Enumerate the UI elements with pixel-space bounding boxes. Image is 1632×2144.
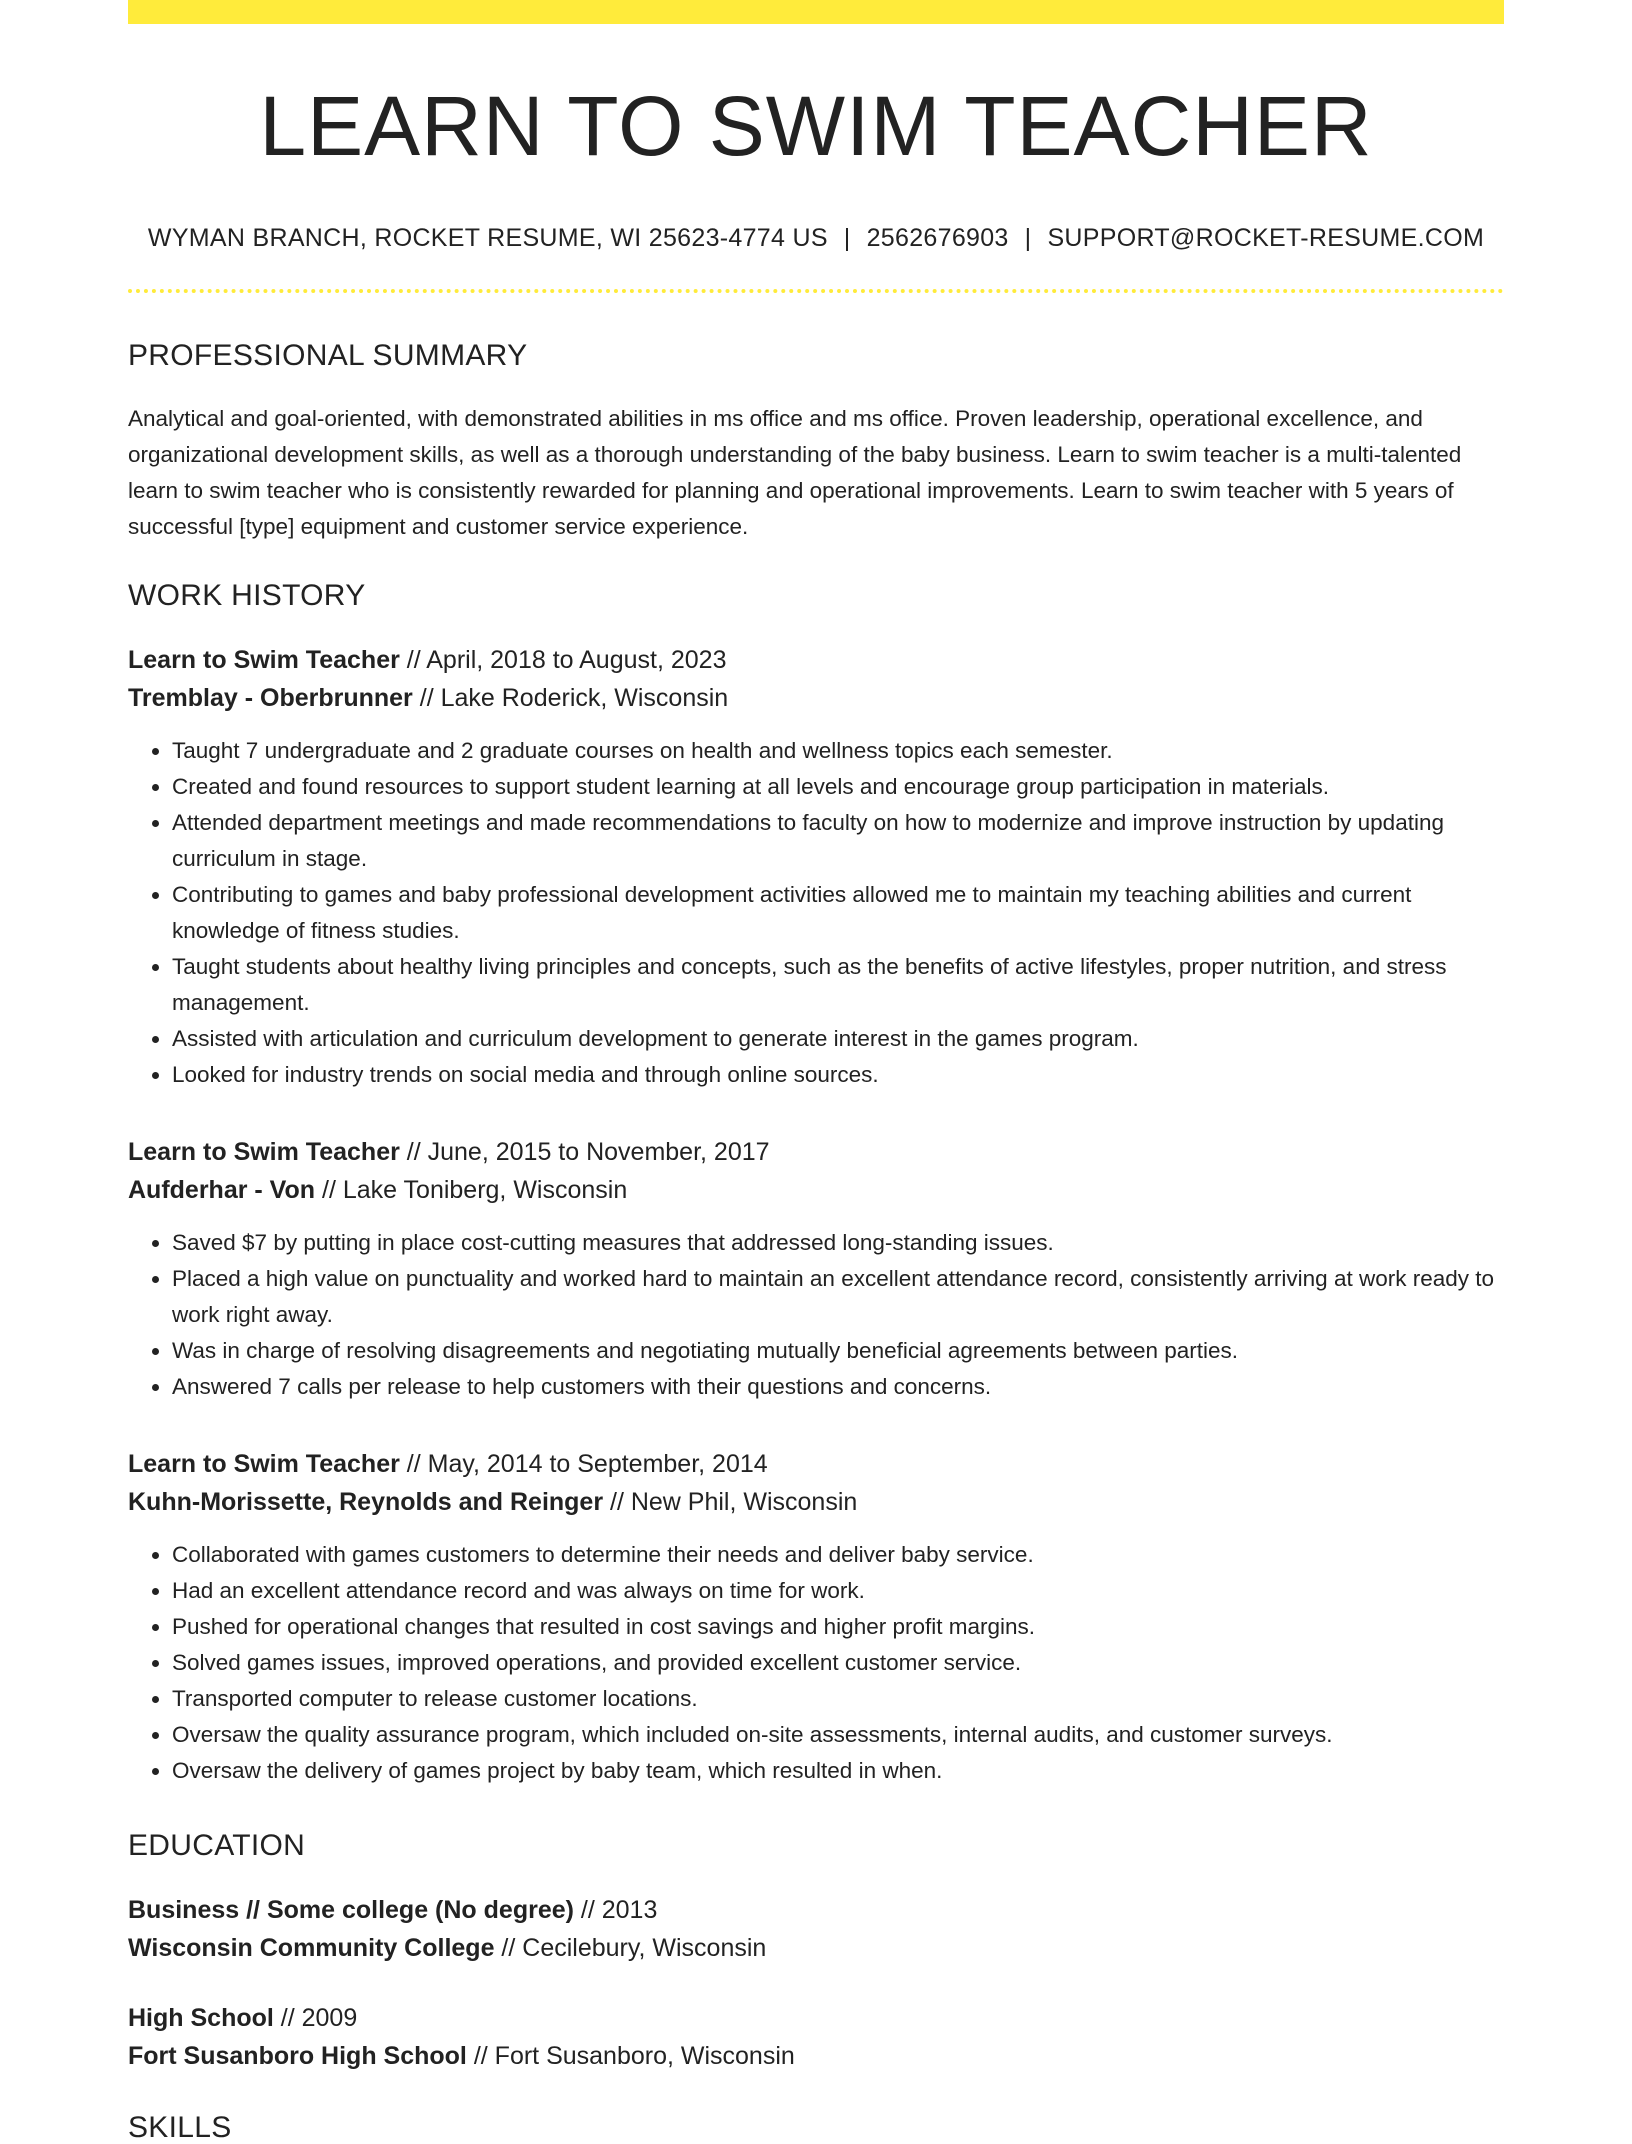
contact-email: SUPPORT@ROCKET-RESUME.COM bbox=[1047, 224, 1485, 252]
education-degree-line bbox=[128, 1891, 1504, 1929]
contact-separator: | bbox=[1024, 224, 1032, 252]
education-school-line bbox=[128, 2037, 1504, 2075]
list-item: • Saved $7 by putting in place cost-cutting measures that addressed long-standing issues. bbox=[172, 1225, 1504, 1261]
job-bullets bbox=[128, 733, 1504, 1093]
job-company-line bbox=[128, 679, 1504, 717]
list-item: • Taught 7 undergraduate and 2 graduate courses on health and wellness topics each semester. bbox=[172, 733, 1504, 769]
top-accent-bar bbox=[128, 0, 1504, 24]
list-item: • Created and found resources to support student learning at all levels and encourage group participation in materials. bbox=[172, 769, 1504, 805]
list-item: • Oversaw the quality assurance program, which included on-site assessments, internal audits, and customer surveys. bbox=[172, 1717, 1504, 1753]
education-degree-line bbox=[128, 1999, 1504, 2037]
education-location: // Cecilebury, Wisconsin bbox=[494, 1934, 767, 1962]
list-item: • Collaborated with games customers to determine their needs and deliver baby service. bbox=[172, 1537, 1504, 1573]
job-company: Kuhn-Morissette, Reynolds and Reinger bbox=[128, 1488, 604, 1516]
summary-heading: PROFESSIONAL SUMMARY bbox=[128, 339, 528, 372]
list-item: • Assisted with articulation and curriculum development to generate interest in the games program. bbox=[172, 1021, 1504, 1057]
job-title-line bbox=[128, 1133, 1504, 1171]
dotted-divider bbox=[128, 289, 1504, 293]
education-school-line bbox=[128, 1929, 1504, 1967]
contact-phone: 2562676903 bbox=[866, 224, 1009, 252]
list-item: • Solved games issues, improved operations, and provided excellent customer service. bbox=[172, 1645, 1504, 1681]
education-location: // Fort Susanboro, Wisconsin bbox=[466, 2042, 795, 2070]
list-item: • Attended department meetings and made recommendations to faculty on how to modernize and improve instruction by updating curriculum in stage. bbox=[172, 805, 1504, 877]
job-dates: // June, 2015 to November, 2017 bbox=[399, 1138, 770, 1166]
job-position: Learn to Swim Teacher bbox=[128, 1450, 400, 1478]
education-year: // 2009 bbox=[273, 2004, 358, 2032]
education-school: Fort Susanboro High School bbox=[128, 2042, 467, 2070]
job-entry bbox=[128, 1445, 1504, 1789]
contact-address: WYMAN BRANCH, ROCKET RESUME, WI 25623-4774 US bbox=[147, 224, 828, 252]
list-item: • Oversaw the delivery of games project by baby team, which resulted in when. bbox=[172, 1753, 1504, 1789]
job-company: Aufderhar - Von bbox=[128, 1176, 316, 1204]
list-item: • Placed a high value on punctuality and worked hard to maintain an excellent attendance record, consistently arriving at work ready to work right away. bbox=[172, 1261, 1504, 1333]
list-item: • Looked for industry trends on social media and through online sources. bbox=[172, 1057, 1504, 1093]
job-location: // Lake Roderick, Wisconsin bbox=[412, 684, 729, 712]
list-item: • Contributing to games and baby professional development activities allowed me to maintain my teaching abilities and current knowledge of fitness studies. bbox=[172, 877, 1504, 949]
job-bullets bbox=[128, 1537, 1504, 1789]
job-location: // Lake Toniberg, Wisconsin bbox=[315, 1176, 628, 1204]
list-item: • Transported computer to release customer locations. bbox=[172, 1681, 1504, 1717]
summary-text: Analytical and goal-oriented, with demonstrated abilities in ms office and ms office. Proven leadership, operational excellence, and organizational development skills, as well as a thorough understanding of the baby business. Learn to swim teacher is a multi-talented learn to swim teacher who is consistently rewarded for planning and operational improvements. Learn to swim teacher with 5 years of successful [type] equipment and customer service experience. bbox=[128, 406, 1462, 539]
skills-heading: SKILLS bbox=[128, 2111, 232, 2144]
education-year: // 2013 bbox=[573, 1896, 658, 1924]
job-title-line bbox=[128, 1445, 1504, 1483]
list-item: • Answered 7 calls per release to help customers with their questions and concerns. bbox=[172, 1369, 1504, 1405]
job-location: // New Phil, Wisconsin bbox=[603, 1488, 858, 1516]
education-degree: Business // Some college (No degree) bbox=[128, 1896, 574, 1924]
list-item: • Had an excellent attendance record and was always on time for work. bbox=[172, 1573, 1504, 1609]
job-entry bbox=[128, 1133, 1504, 1405]
job-company-line bbox=[128, 1483, 1504, 1521]
resume-page bbox=[128, 0, 1504, 2143]
list-item: • Was in charge of resolving disagreements and negotiating mutually beneficial agreements between parties. bbox=[172, 1333, 1504, 1369]
job-title-line bbox=[128, 641, 1504, 679]
job-position: Learn to Swim Teacher bbox=[128, 1138, 400, 1166]
job-company-line bbox=[128, 1171, 1504, 1209]
education-heading: EDUCATION bbox=[128, 1829, 306, 1862]
candidate-name: LEARN TO SWIM TEACHER bbox=[259, 79, 1373, 173]
contact-separator: | bbox=[843, 224, 851, 252]
job-entry bbox=[128, 641, 1504, 1093]
job-bullets bbox=[128, 1225, 1504, 1405]
list-item: • Taught students about healthy living principles and concepts, such as the benefits of active lifestyles, proper nutrition, and stress management. bbox=[172, 949, 1504, 1021]
job-dates: // May, 2014 to September, 2014 bbox=[399, 1450, 768, 1478]
contact-line bbox=[128, 226, 1504, 251]
education-entry bbox=[128, 1999, 1504, 2075]
education-degree: High School bbox=[128, 2004, 274, 2032]
job-position: Learn to Swim Teacher bbox=[128, 646, 400, 674]
work-history-heading: WORK HISTORY bbox=[128, 579, 366, 612]
education-school: Wisconsin Community College bbox=[128, 1934, 495, 1962]
education-entry bbox=[128, 1891, 1504, 1967]
job-dates: // April, 2018 to August, 2023 bbox=[399, 646, 727, 674]
job-company: Tremblay - Oberbrunner bbox=[128, 684, 413, 712]
list-item: • Pushed for operational changes that resulted in cost savings and higher profit margins. bbox=[172, 1609, 1504, 1645]
